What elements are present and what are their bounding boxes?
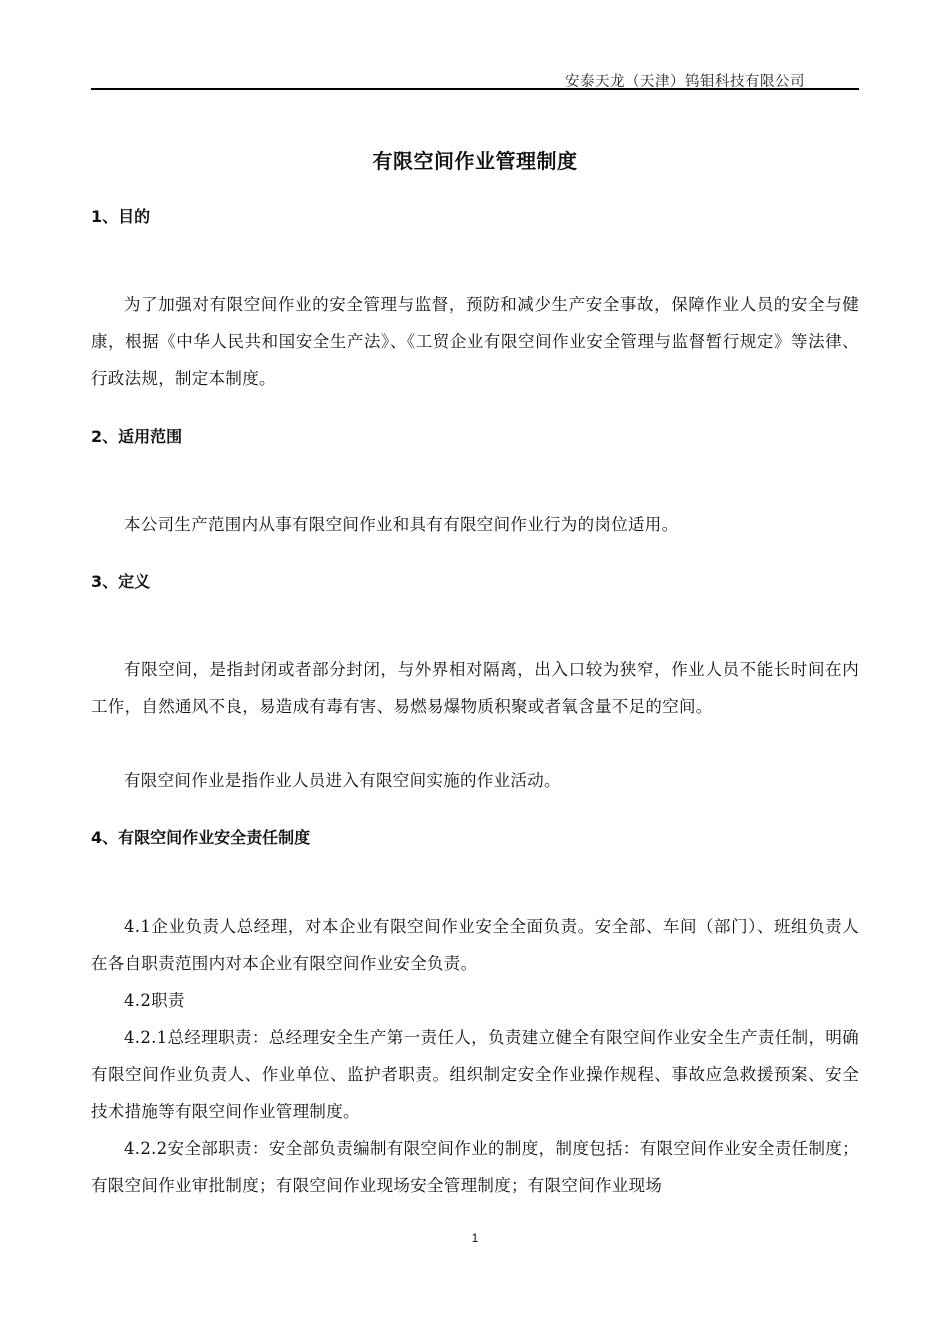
document-title: 有限空间作业管理制度 xyxy=(372,149,578,173)
section-1-heading: 1、目的 xyxy=(91,207,151,226)
page-number: 1 xyxy=(471,1231,479,1245)
section-4-heading: 4、有限空间作业安全责任制度 xyxy=(91,828,311,847)
section-4-paragraph-3: 4.2.1总经理职责：总经理安全生产第一责任人，负责建立健全有限空间作业安全生产责任制，明确有限空间作业负责人、作业单位、监护者职责。组织制定安全作业操作规程、事故应急救援预案、安全技术措施等有限空间作业管理制度。 xyxy=(91,1028,859,1121)
section-1-paragraph-1: 为了加强对有限空间作业的安全管理与监督，预防和减少生产安全事故，保障作业人员的安全与健康，根据《中华人民共和国安全生产法》、《工贸企业有限空间作业安全管理与监督暂行规定》等法律、行政法规，制定本制度。 xyxy=(91,295,859,388)
section-4-paragraph-1: 4.1企业负责人总经理，对本企业有限空间作业安全全面负责。安全部、车间（部门）、班组负责人在各自职责范围内对本企业有限空间作业安全负责。 xyxy=(91,917,859,973)
section-3-paragraph-1: 有限空间，是指封闭或者部分封闭，与外界相对隔离，出入口较为狭窄，作业人员不能长时间在内工作，自然通风不良，易造成有毒有害、易燃易爆物质积聚或者氧含量不足的空间。 xyxy=(91,660,859,716)
section-4-paragraph-4: 4.2.2安全部职责：安全部负责编制有限空间作业的制度，制度包括：有限空间作业安全责任制度；有限空间作业审批制度；有限空间作业现场安全管理制度；有限空间作业现场 xyxy=(91,1139,859,1195)
section-3-heading: 3、定义 xyxy=(91,572,151,591)
header-company-name: 安泰天龙（天津）钨钼科技有限公司 xyxy=(565,74,805,90)
section-2-heading: 2、适用范围 xyxy=(91,427,183,446)
section-2-paragraph-1: 本公司生产范围内从事有限空间作业和具有有限空间作业行为的岗位适用。 xyxy=(124,515,679,534)
section-4-paragraph-2: 4.2职责 xyxy=(124,991,185,1010)
header-divider xyxy=(91,88,859,90)
section-3-paragraph-2: 有限空间作业是指作业人员进入有限空间实施的作业活动。 xyxy=(124,771,561,790)
